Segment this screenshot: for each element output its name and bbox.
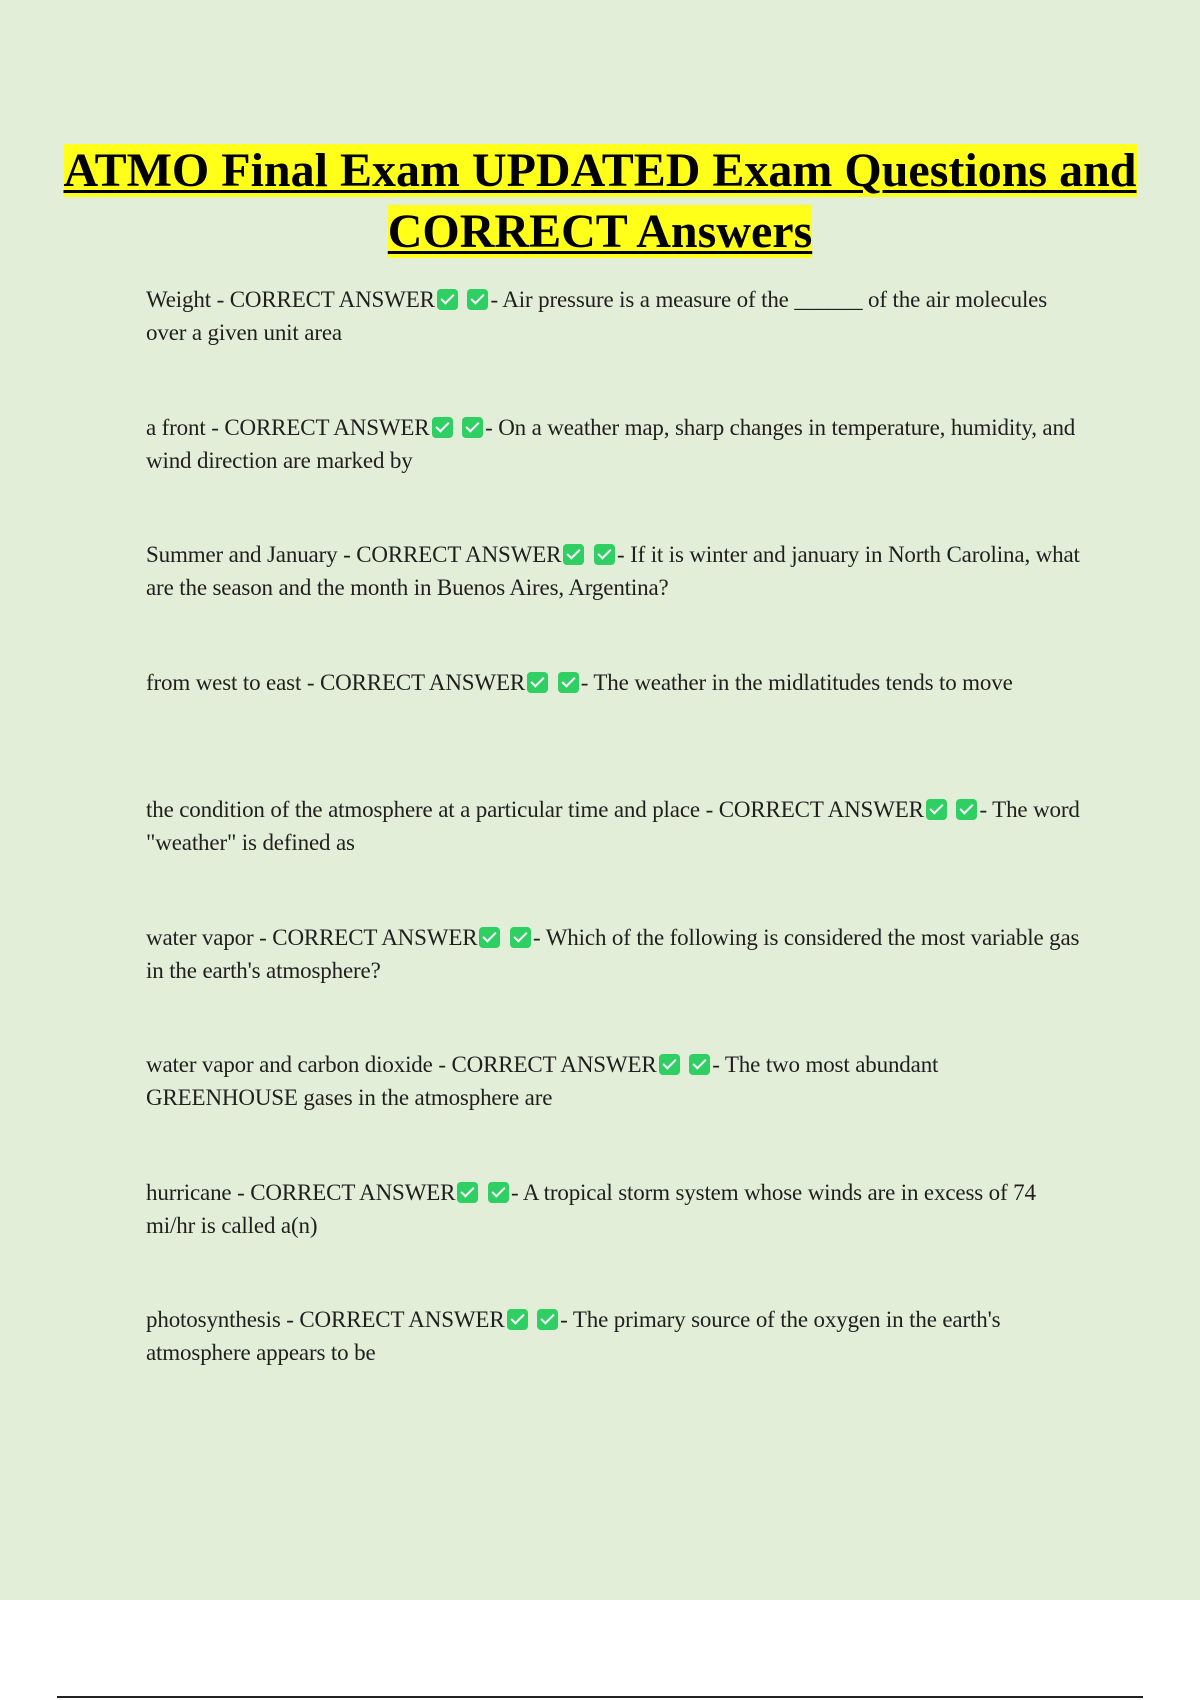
check-box-icon — [659, 1054, 680, 1075]
answer-label: CORRECT ANSWER — [229, 287, 435, 312]
answer-label: CORRECT ANSWER — [718, 797, 924, 822]
answer-label: CORRECT ANSWER — [224, 414, 430, 440]
question-text: The weather in the midlatitudes tends to move — [593, 669, 1013, 695]
answer-text: the condition of the atmosphere at a particular time and place — [146, 797, 700, 822]
check-box-icon — [462, 417, 483, 438]
answer-text: Weight — [146, 287, 211, 312]
question-text: The word "weather" is defined as — [146, 797, 1080, 855]
answer-text: water vapor and carbon dioxide — [146, 1052, 433, 1077]
check-box-icon — [563, 544, 584, 565]
question-text: The two most abundant GREENHOUSE gases in the atmosphere are — [146, 1052, 939, 1110]
check-box-icon — [467, 289, 488, 310]
check-box-icon — [457, 1182, 478, 1203]
answer-text: a front — [146, 414, 206, 440]
question-text: On a weather map, sharp changes in temperature, humidity, and wind direction are marked by — [146, 414, 1076, 473]
question-text: The primary source of the oxygen in the earth's atmosphere appears to be — [146, 1307, 1001, 1365]
check-box-icon — [594, 544, 615, 565]
answer-label: CORRECT ANSWER — [250, 1179, 456, 1205]
answer-text: water vapor — [146, 924, 254, 950]
check-box-icon — [437, 289, 458, 310]
check-box-icon — [926, 799, 947, 820]
qa-list — [146, 283, 1086, 1431]
check-box-icon — [479, 927, 500, 948]
check-box-icon — [689, 1054, 710, 1075]
footer-divider — [57, 1696, 1143, 1698]
qa-item: hurricane - CORRECT ANSWER - A tropical storm system whose winds are in excess of 74 mi/hr is called a(n) — [146, 1179, 1036, 1238]
qa-item: a front - CORRECT ANSWER - On a weather map, sharp changes in temperature, humidity, and wind direction are marked by — [146, 414, 1076, 473]
qa-item: water vapor and carbon dioxide - CORRECT ANSWER - The two most abundant GREENHOUSE gases in the atmosphere are — [146, 1052, 939, 1110]
title-block — [0, 140, 1200, 262]
qa-item: water vapor - CORRECT ANSWER - Which of the following is considered the most variable gas in the earth's atmosphere? — [146, 924, 1080, 983]
check-box-icon — [537, 1309, 558, 1330]
answer-text: hurricane — [146, 1179, 232, 1205]
question-text: Which of the following is considered the most variable gas in the earth's atmosphere? — [146, 924, 1080, 983]
answer-label: CORRECT ANSWER — [451, 1052, 657, 1077]
question-text: Air pressure is a measure of the ______ of the air molecules over a given unit area — [146, 287, 1048, 345]
answer-label: CORRECT ANSWER — [319, 669, 526, 695]
check-box-icon — [510, 927, 531, 948]
answer-label: CORRECT ANSWER — [356, 542, 562, 567]
check-box-icon — [507, 1309, 528, 1330]
check-box-icon — [558, 672, 579, 693]
check-box-icon — [432, 417, 453, 438]
answer-text: Summer and January — [146, 542, 338, 567]
qa-item: photosynthesis - CORRECT ANSWER - The primary source of the oxygen in the earth's atmosphere appears to be — [146, 1307, 1001, 1365]
check-box-icon — [956, 799, 977, 820]
answer-label: CORRECT ANSWER — [299, 1307, 505, 1332]
check-box-icon — [527, 672, 548, 693]
qa-item: Weight - CORRECT ANSWER - Air pressure is a measure of the ______ of the air molecules over a given unit area — [146, 287, 1048, 345]
question-text: A tropical storm system whose winds are in excess of 74 mi/hr is called a(n) — [146, 1179, 1036, 1238]
answer-text: photosynthesis — [146, 1307, 281, 1332]
document-title: ATMO Final Exam UPDATED Exam Questions and CORRECT Answers — [63, 144, 1137, 258]
answer-text: from west to east — [146, 669, 302, 695]
qa-item: the condition of the atmosphere at a particular time and place - CORRECT ANSWER - The word "weather" is defined as — [146, 797, 1080, 855]
qa-item: from west to east - CORRECT ANSWER - The weather in the midlatitudes tends to move — [146, 669, 1013, 695]
qa-item: Summer and January - CORRECT ANSWER - If it is winter and january in North Carolina, what are the season and the month in Buenos Aires, Argentina? — [146, 542, 1080, 600]
answer-label: CORRECT ANSWER — [272, 924, 478, 950]
question-text: If it is winter and january in North Carolina, what are the season and the month in Buenos Aires, Argentina? — [146, 542, 1080, 600]
check-box-icon — [488, 1182, 509, 1203]
